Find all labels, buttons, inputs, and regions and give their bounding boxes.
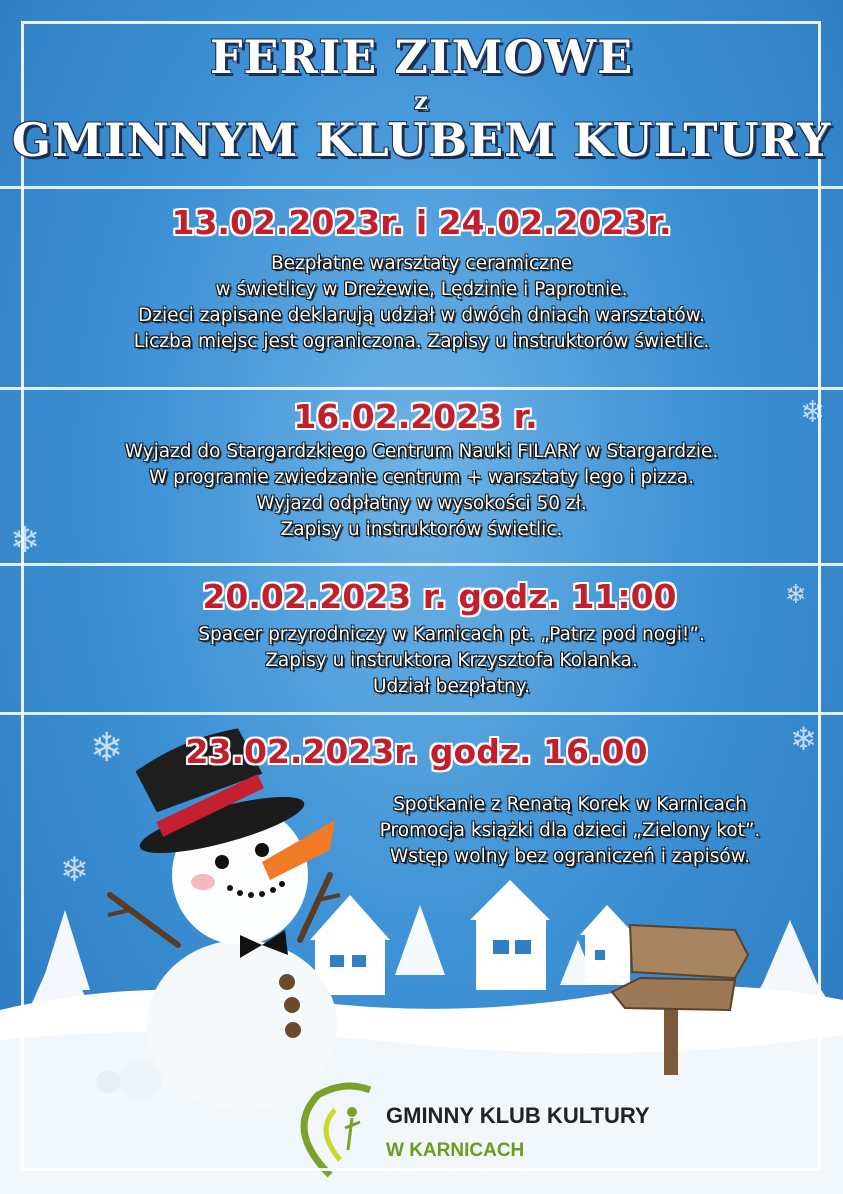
event-line: Liczba miejsc jest ograniczona. Zapisy u instruktorów świetlic. bbox=[133, 331, 710, 352]
section-divider bbox=[0, 387, 843, 390]
title-line-1: FERIE ZIMOWE bbox=[209, 30, 634, 84]
logo-name: GMINNY KLUB KULTURY bbox=[386, 1103, 650, 1128]
event-date: 20.02.2023 r. godz. 11:00 bbox=[202, 577, 677, 616]
event-line: Dzieci zapisane deklarują udział w dwóch dniach warsztatów. bbox=[138, 305, 705, 326]
event-line: w świetlicy w Dreżewie, Lędzinie i Paprotnie. bbox=[215, 279, 628, 300]
section-divider bbox=[0, 563, 843, 566]
event-description bbox=[0, 251, 843, 355]
event-description bbox=[30, 622, 843, 700]
event-description bbox=[340, 792, 800, 870]
snowflake-icon: ❄ bbox=[785, 580, 807, 610]
event-line: W programie zwiedzanie centrum + warsztaty lego i pizza. bbox=[148, 467, 695, 488]
snowflake-icon: ❄ bbox=[60, 850, 89, 890]
snowflake-icon: ❄ bbox=[800, 395, 826, 430]
event-line: Spotkanie z Renatą Korek w Karnicach bbox=[393, 794, 747, 815]
event-description bbox=[0, 439, 843, 543]
event-line: Bezpłatne warsztaty ceramiczne bbox=[270, 253, 573, 274]
event-date: 16.02.2023 r. bbox=[293, 397, 538, 436]
event-line: Udział bezpłatny. bbox=[373, 676, 530, 697]
event-line: Zapisy u instruktorów świetlic. bbox=[280, 519, 563, 540]
section-divider bbox=[0, 186, 843, 189]
logo-place: W KARNICACH bbox=[386, 1140, 525, 1161]
event-line: Zapisy u instruktora Krzysztofa Kolanka. bbox=[265, 650, 638, 671]
event-date: 13.02.2023r. i 24.02.2023r. bbox=[171, 203, 672, 242]
snowflake-icon: ❄ bbox=[10, 520, 41, 561]
event-line: Wyjazd do Stargardzkiego Centrum Nauki FILARY w Stargardzie. bbox=[124, 441, 719, 462]
event-line: Promocja książki dla dzieci „Zielony kot”. bbox=[379, 820, 761, 841]
event-line: Spacer przyrodniczy w Karnicach pt. „Patrz pod nogi!”. bbox=[198, 624, 705, 645]
snowflake-icon: ❄ bbox=[90, 725, 124, 771]
event-line: Wyjazd odpłatny w wysokości 50 zł. bbox=[256, 493, 587, 514]
title-line-3: GMINNYM KLUBEM KULTURY bbox=[11, 113, 832, 167]
event-date: 23.02.2023r. godz. 16.00 bbox=[185, 732, 648, 771]
event-line: Wstęp wolny bez ograniczeń i zapisów. bbox=[389, 846, 750, 867]
snowflake-icon: ❄ bbox=[790, 720, 817, 758]
section-divider bbox=[0, 712, 843, 715]
title-line-2: z bbox=[414, 86, 429, 115]
